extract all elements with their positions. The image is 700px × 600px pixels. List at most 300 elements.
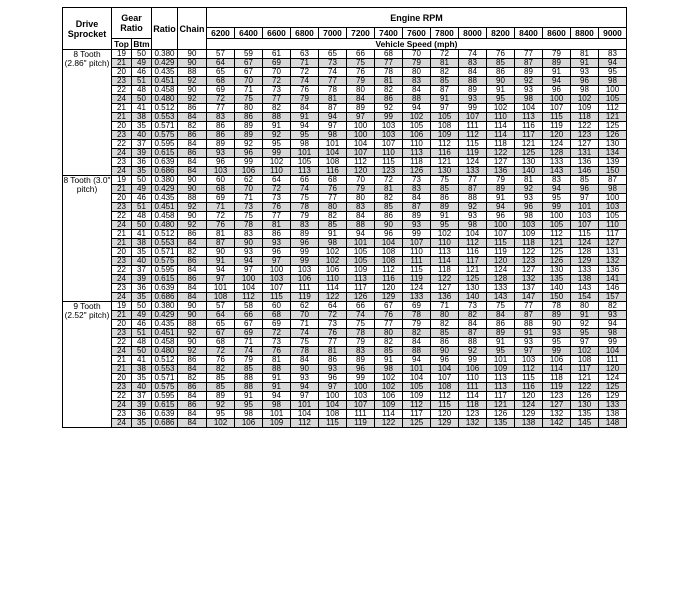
speed-cell: 81 [375,77,403,86]
speed-cell: 78 [347,329,375,338]
speed-cell: 77 [319,338,347,347]
table-row [63,140,627,149]
speed-cell: 117 [515,131,543,140]
chain-cell: 92 [178,221,207,230]
speed-cell: 72 [207,347,235,356]
speed-cell: 102 [431,230,459,239]
speed-cell: 105 [403,122,431,131]
speed-cell: 81 [319,347,347,356]
top-cell: 20 [112,122,132,131]
speed-cell: 87 [431,86,459,95]
speed-cell: 81 [571,50,599,59]
speed-cell: 109 [515,230,543,239]
speed-cell: 92 [263,131,291,140]
speed-cell: 88 [459,77,487,86]
ratio-cell: 0.380 [152,302,178,311]
top-cell: 20 [112,194,132,203]
speed-cell: 132 [515,275,543,284]
top-cell: 21 [112,185,132,194]
speed-cell: 93 [459,212,487,221]
speed-cell: 83 [291,221,319,230]
speed-cell: 80 [571,302,599,311]
speed-cell: 83 [347,347,375,356]
speed-cell: 112 [543,230,571,239]
speed-cell: 106 [235,167,263,176]
speed-cell: 112 [599,104,627,113]
speed-cell: 74 [291,329,319,338]
speed-cell: 138 [515,419,543,428]
speed-cell: 79 [403,320,431,329]
speed-cell: 99 [599,338,627,347]
speed-cell: 88 [459,338,487,347]
ratio-cell: 0.512 [152,230,178,239]
chain-cell: 84 [178,266,207,275]
speed-cell: 107 [431,374,459,383]
speed-cell: 91 [431,212,459,221]
speed-cell: 72 [263,185,291,194]
speed-cell: 127 [571,140,599,149]
table-row [63,248,627,257]
speed-cell: 88 [347,221,375,230]
speed-cell: 63 [291,50,319,59]
speed-cell: 90 [375,221,403,230]
btm-cell: 39 [132,401,152,410]
speed-cell: 93 [319,365,347,374]
speed-cell: 102 [375,383,403,392]
speed-cell: 96 [571,185,599,194]
speed-cell: 89 [291,230,319,239]
speed-cell: 67 [235,68,263,77]
chain-cell: 92 [178,347,207,356]
top-cell: 21 [112,104,132,113]
speed-cell: 86 [487,320,515,329]
top-cell: 24 [112,221,132,230]
speed-cell: 104 [403,374,431,383]
speed-cell: 105 [599,212,627,221]
btm-cell: 38 [132,365,152,374]
ratio-cell: 0.686 [152,419,178,428]
chain-cell: 90 [178,176,207,185]
speed-cell: 112 [431,392,459,401]
speed-cell: 84 [487,311,515,320]
speed-cell: 125 [543,248,571,257]
speed-cell: 115 [319,419,347,428]
speed-cell: 110 [403,140,431,149]
rpm-header-cell: 7000 [319,28,347,39]
speed-cell: 116 [319,167,347,176]
top-cell: 24 [112,419,132,428]
speed-cell: 60 [207,176,235,185]
speed-cell: 94 [291,122,319,131]
speed-cell: 118 [515,239,543,248]
speed-cell: 106 [291,275,319,284]
speed-cell: 103 [571,212,599,221]
speed-cell: 114 [487,131,515,140]
speed-cell: 88 [235,383,263,392]
speed-cell: 83 [347,203,375,212]
top-cell: 22 [112,140,132,149]
speed-cell: 98 [515,212,543,221]
speed-cell: 120 [599,365,627,374]
chain-cell: 92 [178,329,207,338]
speed-cell: 125 [599,122,627,131]
speed-cell: 73 [263,86,291,95]
speed-cell: 112 [235,293,263,302]
speed-cell: 79 [487,176,515,185]
speed-cell: 100 [543,95,571,104]
speed-cell: 91 [487,338,515,347]
speed-cell: 93 [543,329,571,338]
speed-cell: 98 [235,410,263,419]
speed-cell: 82 [431,68,459,77]
speed-cell: 103 [291,266,319,275]
top-cell: 21 [112,311,132,320]
speed-cell: 93 [263,239,291,248]
speed-cell: 104 [375,239,403,248]
ratio-cell: 0.686 [152,167,178,176]
speed-cell: 96 [207,158,235,167]
speed-cell: 118 [431,266,459,275]
btm-cell: 50 [132,176,152,185]
speed-cell: 77 [319,194,347,203]
speed-cell: 86 [235,113,263,122]
speed-cell: 124 [571,239,599,248]
speed-cell: 98 [515,95,543,104]
speed-cell: 107 [403,239,431,248]
speed-cell: 103 [515,221,543,230]
speed-cell: 89 [487,185,515,194]
speed-cell: 103 [375,122,403,131]
speed-cell: 118 [571,113,599,122]
speed-cell: 150 [599,167,627,176]
speed-cell: 92 [515,185,543,194]
speed-cell: 115 [543,113,571,122]
speed-cell: 127 [515,266,543,275]
speed-cell: 101 [291,149,319,158]
speed-cell: 59 [235,50,263,59]
speed-cell: 106 [403,131,431,140]
speed-cell: 125 [459,275,487,284]
btm-cell: 39 [132,149,152,158]
speed-cell: 92 [459,347,487,356]
speed-cell: 100 [487,221,515,230]
top-cell: 23 [112,383,132,392]
speed-cell: 86 [375,212,403,221]
speed-cell: 67 [207,329,235,338]
speed-cell: 117 [459,257,487,266]
ratio-cell: 0.480 [152,95,178,104]
rpm-header-cell: 7200 [347,28,375,39]
speed-cell: 119 [403,275,431,284]
speed-cell: 91 [543,68,571,77]
speed-cell: 95 [543,194,571,203]
speed-cell: 111 [599,356,627,365]
speed-cell: 96 [235,149,263,158]
btm-cell: 48 [132,338,152,347]
speed-cell: 128 [543,149,571,158]
rpm-header-cell: 9000 [599,28,627,39]
top-cell: 23 [112,131,132,140]
speed-cell: 135 [571,410,599,419]
top-cell: 23 [112,203,132,212]
rpm-header-cell: 7800 [431,28,459,39]
ratio-cell: 0.575 [152,257,178,266]
speed-cell: 85 [487,59,515,68]
speed-cell: 136 [487,167,515,176]
speed-cell: 140 [459,293,487,302]
speed-cell: 96 [431,356,459,365]
speed-cell: 122 [319,293,347,302]
speed-cell: 79 [543,50,571,59]
top-cell: 23 [112,158,132,167]
speed-cell: 112 [431,140,459,149]
speed-cell: 96 [375,230,403,239]
speed-cell: 99 [263,149,291,158]
speed-cell: 107 [347,149,375,158]
speed-cell: 126 [403,167,431,176]
speed-cell: 66 [291,176,319,185]
speed-cell: 101 [319,140,347,149]
chain-header: Chain [178,8,207,50]
speed-cell: 78 [291,347,319,356]
speed-cell: 119 [543,122,571,131]
top-cell: 22 [112,212,132,221]
speed-cell: 99 [291,248,319,257]
table-row [63,239,627,248]
speed-cell: 112 [515,365,543,374]
speed-cell: 130 [431,167,459,176]
speed-cell: 132 [599,257,627,266]
speed-cell: 94 [543,77,571,86]
ratio-cell: 0.639 [152,284,178,293]
speed-cell: 80 [375,329,403,338]
speed-cell: 82 [375,86,403,95]
speed-cell: 98 [599,329,627,338]
speed-cell: 66 [347,302,375,311]
speed-cell: 111 [459,383,487,392]
speed-cell: 112 [459,239,487,248]
speed-cell: 105 [403,383,431,392]
speed-cell: 114 [431,257,459,266]
speed-cell: 140 [515,167,543,176]
speed-cell: 134 [599,149,627,158]
speed-cell: 123 [543,392,571,401]
speed-cell: 79 [347,338,375,347]
speed-cell: 91 [207,257,235,266]
speed-cell: 109 [347,266,375,275]
speed-cell: 91 [291,113,319,122]
speed-cell: 99 [347,374,375,383]
speed-cell: 79 [291,212,319,221]
speed-cell: 89 [403,212,431,221]
speed-cell: 138 [599,410,627,419]
speed-cell: 117 [347,284,375,293]
speed-cell: 89 [515,68,543,77]
speed-cell: 100 [319,392,347,401]
speed-cell: 82 [375,338,403,347]
chain-cell: 84 [178,365,207,374]
speed-cell: 92 [207,401,235,410]
drive-sprocket-header: Drive Sprocket [63,8,112,50]
table-row [63,68,627,77]
speed-cell: 101 [403,365,431,374]
speed-cell: 81 [431,59,459,68]
speed-cell: 108 [431,383,459,392]
speed-cell: 115 [515,374,543,383]
speed-cell: 77 [375,320,403,329]
ratio-cell: 0.429 [152,311,178,320]
speed-cell: 57 [207,302,235,311]
speed-cell: 67 [235,59,263,68]
speed-cell: 75 [487,302,515,311]
top-cell: 19 [112,50,132,59]
ratio-cell: 0.575 [152,131,178,140]
speed-cell: 97 [319,383,347,392]
speed-cell: 79 [291,95,319,104]
speed-cell: 91 [263,122,291,131]
speed-cell: 113 [515,113,543,122]
speed-cell: 124 [543,140,571,149]
speed-cell: 70 [347,176,375,185]
speed-cell: 100 [235,275,263,284]
table-row [63,95,627,104]
speed-cell: 91 [571,311,599,320]
speed-cell: 98 [571,86,599,95]
speed-cell: 69 [207,86,235,95]
speed-cell: 90 [487,77,515,86]
speed-cell: 81 [375,185,403,194]
ratio-cell: 0.451 [152,203,178,212]
table-row [63,338,627,347]
speed-cell: 97 [347,113,375,122]
speed-cell: 69 [263,320,291,329]
top-cell: 20 [112,68,132,77]
btm-cell: 35 [132,419,152,428]
speed-cell: 108 [375,248,403,257]
speed-cell: 75 [431,176,459,185]
speed-cell: 100 [347,383,375,392]
chain-cell: 86 [178,383,207,392]
speed-cell: 94 [403,356,431,365]
top-cell: 21 [112,365,132,374]
speed-cell: 115 [571,230,599,239]
speed-cell: 78 [375,68,403,77]
speed-cell: 75 [291,194,319,203]
speed-cell: 75 [347,59,375,68]
btm-cell: 51 [132,77,152,86]
speed-cell: 72 [431,50,459,59]
btm-cell: 41 [132,356,152,365]
top-cell: 23 [112,257,132,266]
speed-cell: 108 [571,356,599,365]
speed-cell: 84 [403,86,431,95]
table-row [63,50,627,59]
speed-cell: 130 [515,158,543,167]
speed-cell: 113 [487,383,515,392]
speed-cell: 88 [459,194,487,203]
speed-cell: 83 [459,59,487,68]
chain-cell: 90 [178,59,207,68]
speed-cell: 90 [291,365,319,374]
speed-cell: 99 [403,230,431,239]
ratio-cell: 0.512 [152,356,178,365]
speed-cell: 147 [515,293,543,302]
speed-cell: 70 [235,77,263,86]
chain-cell: 82 [178,122,207,131]
speed-cell: 87 [515,311,543,320]
btm-cell: 35 [132,167,152,176]
speed-cell: 104 [319,401,347,410]
chain-cell: 90 [178,185,207,194]
speed-cell: 86 [319,356,347,365]
speed-cell: 110 [599,221,627,230]
ratio-cell: 0.380 [152,176,178,185]
speed-cell: 113 [291,167,319,176]
speed-cell: 67 [375,302,403,311]
speed-cell: 72 [263,329,291,338]
ratio-cell: 0.480 [152,347,178,356]
speed-cell: 121 [515,140,543,149]
speed-cell: 112 [459,131,487,140]
speed-cell: 106 [319,266,347,275]
speed-cell: 87 [459,329,487,338]
speed-cell: 66 [235,311,263,320]
speed-cell: 82 [459,311,487,320]
speed-cell: 87 [319,104,347,113]
speed-cell: 99 [543,347,571,356]
speed-cell: 94 [319,113,347,122]
speed-cell: 72 [207,212,235,221]
speed-cell: 95 [207,410,235,419]
speed-cell: 91 [319,230,347,239]
btm-cell: 36 [132,410,152,419]
speed-cell: 103 [347,392,375,401]
speed-cell: 96 [515,203,543,212]
speed-cell: 75 [235,95,263,104]
speed-cell: 76 [207,356,235,365]
speed-cell: 119 [487,248,515,257]
speed-cell: 102 [487,104,515,113]
chain-cell: 90 [178,50,207,59]
ratio-cell: 0.512 [152,104,178,113]
speed-cell: 70 [403,50,431,59]
speed-cell: 111 [347,410,375,419]
top-cell: 23 [112,329,132,338]
speed-cell: 68 [375,50,403,59]
speed-cell: 64 [319,302,347,311]
speed-cell: 117 [487,392,515,401]
table-row [63,221,627,230]
speed-cell: 92 [459,203,487,212]
speed-cell: 101 [487,356,515,365]
speed-cell: 72 [319,311,347,320]
btm-cell: 40 [132,131,152,140]
speed-cell: 67 [235,320,263,329]
top-cell: 24 [112,401,132,410]
btm-cell: 36 [132,284,152,293]
speed-cell: 99 [459,356,487,365]
rpm-header-cell: 8400 [515,28,543,39]
speed-cell: 123 [515,257,543,266]
btm-cell: 50 [132,221,152,230]
speed-cell: 102 [319,257,347,266]
speed-cell: 95 [291,131,319,140]
speed-cell: 94 [235,257,263,266]
speed-cell: 93 [403,221,431,230]
top-cell: 19 [112,176,132,185]
speed-cell: 109 [431,131,459,140]
speed-cell: 137 [515,284,543,293]
